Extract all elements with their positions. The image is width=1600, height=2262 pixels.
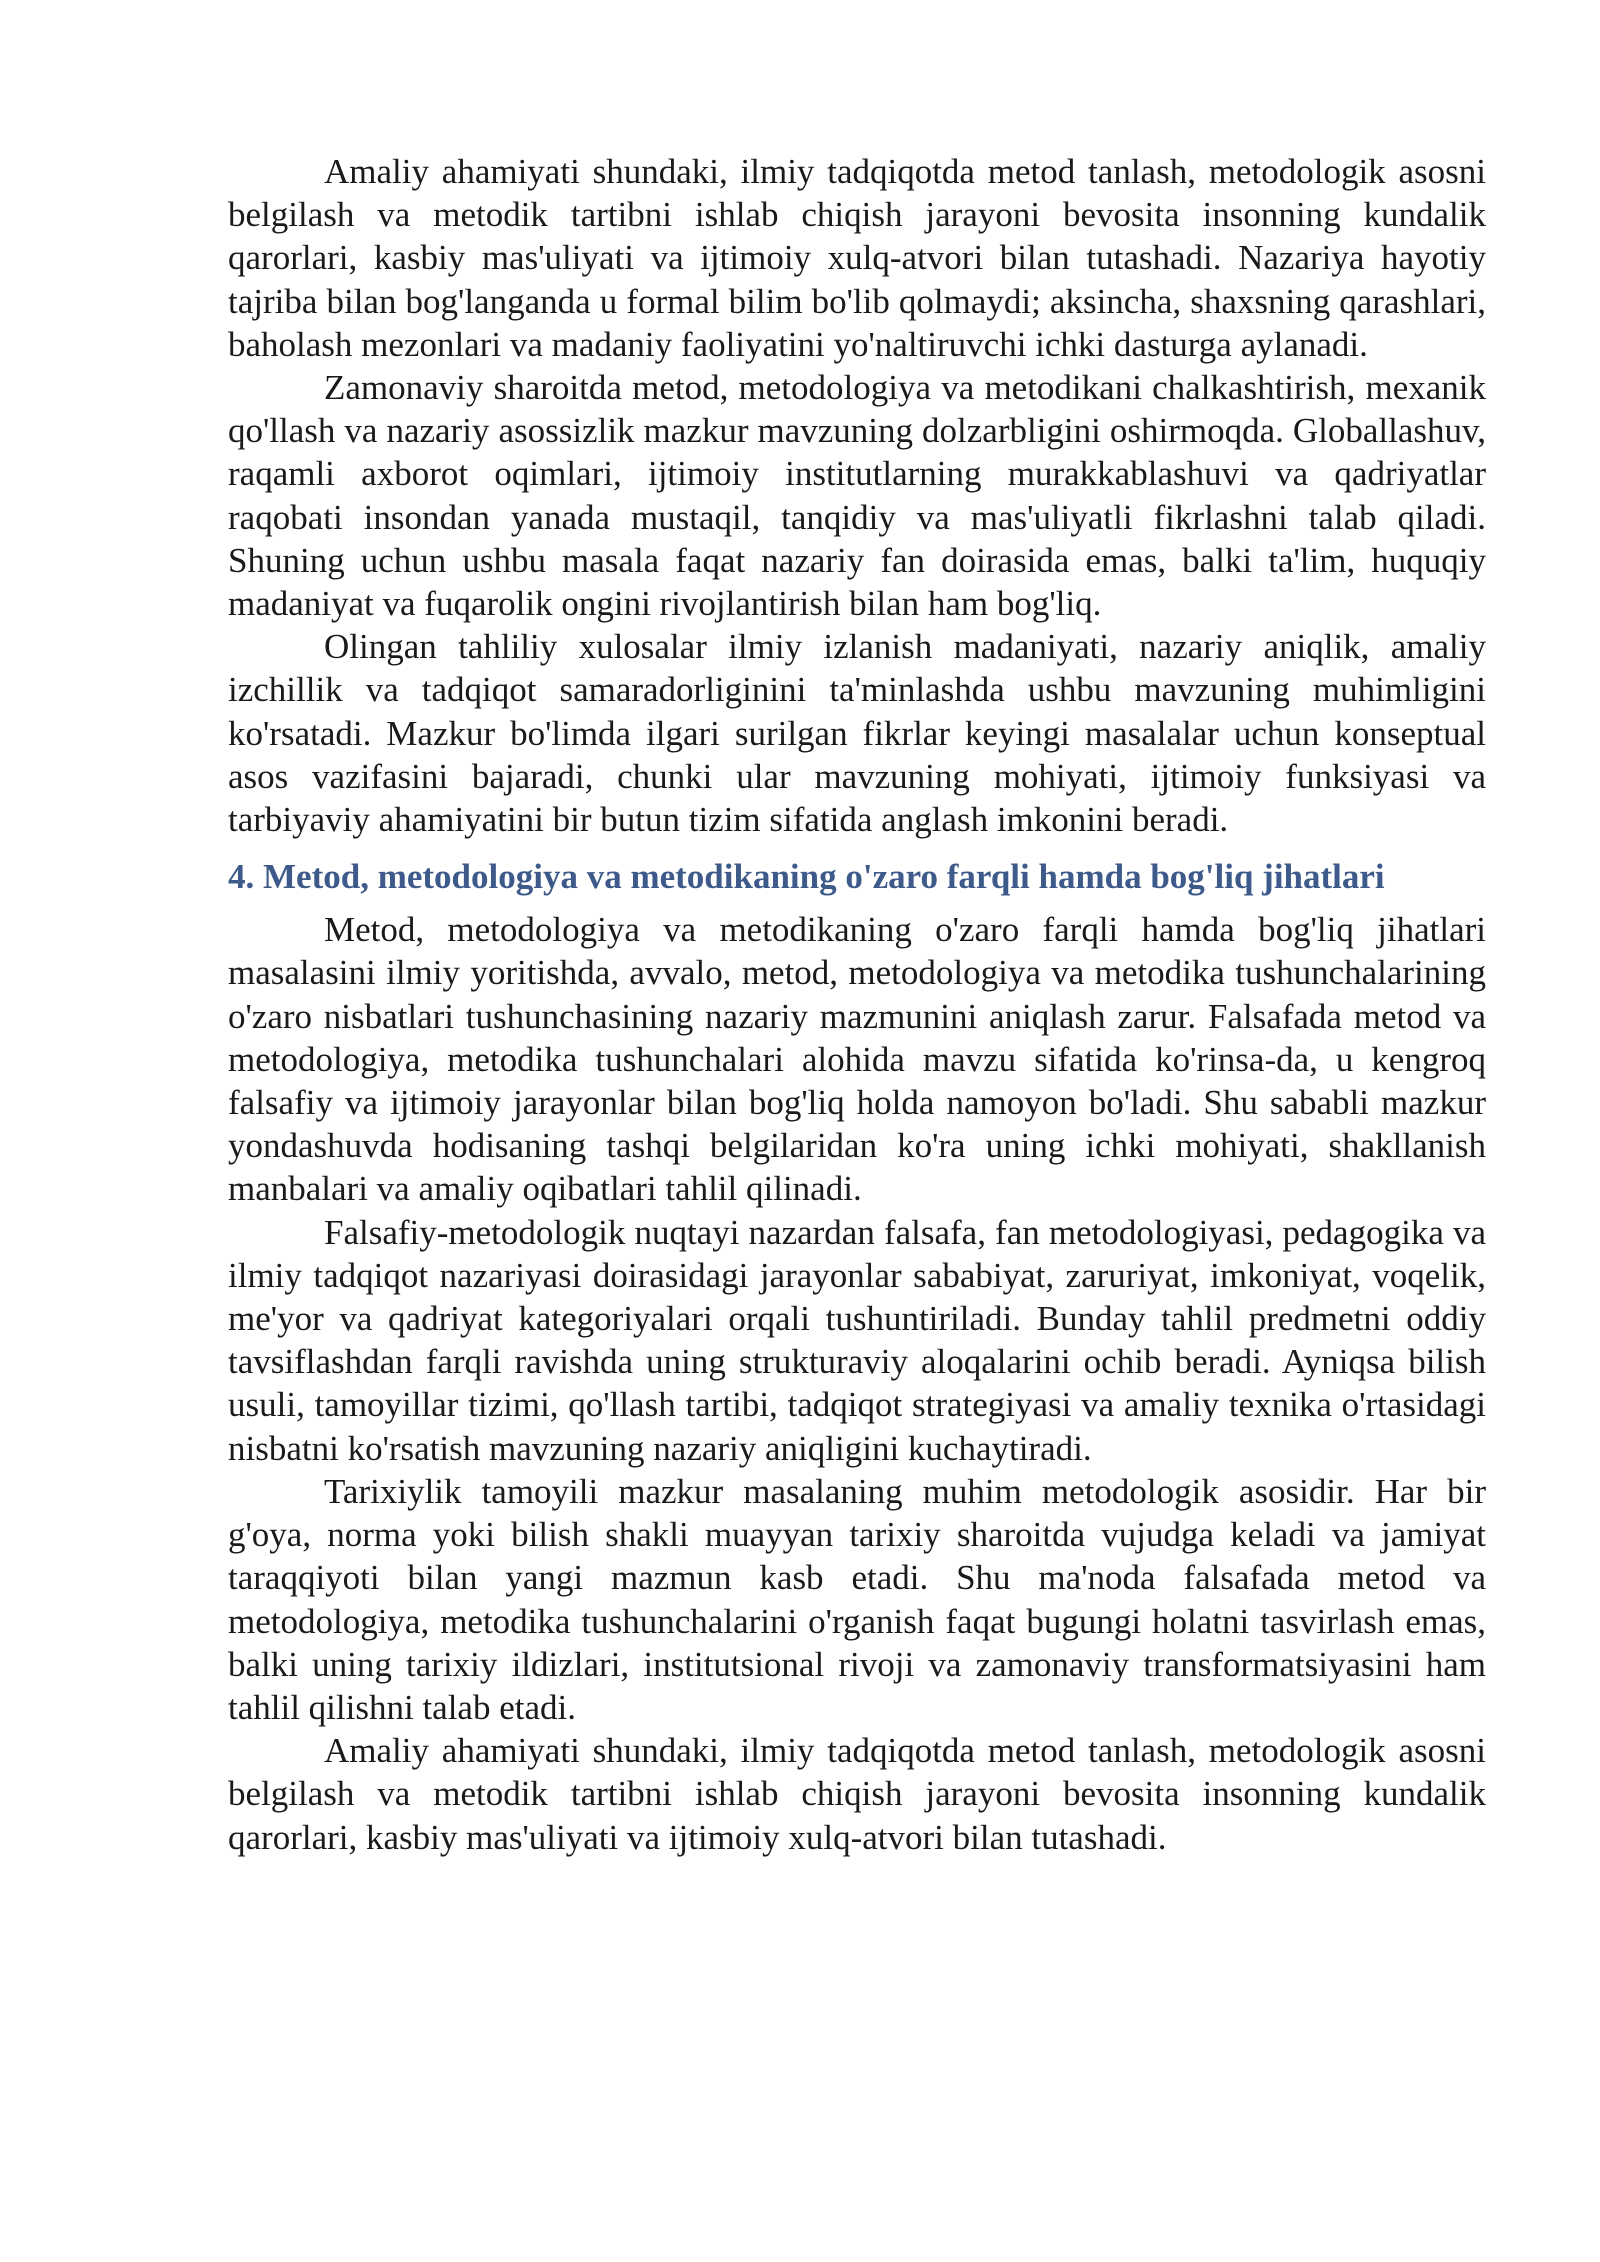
paragraph-modern-conditions: Zamonaviy sharoitda metod, metodologiya va metodikani chalkashtirish, mexanik qo'llash va nazariy asossizlik mazkur mavzuning dolzarbligini oshirmoqda. Globallashuv, raqamli axborot oqimlari, ijtimoiy institutlarning murakkablashuvi va qadriyatlar raqobati insondan yanada mustaqil, tanqidiy va mas'uliyatli fikrlashni talab qiladi. Shuning uchun ushbu masala faqat nazariy fan doirasida emas, balki ta'lim, huquqiy madaniyat va fuqarolik ongini rivojlantirish bilan ham bog'liq. [228,368,1486,624]
paragraph-method-relations: Metod, metodologiya va metodikaning o'zaro farqli hamda bog'liq jihatlari masalasini ilmiy yoritishda, avvalo, metod, metodologiya va metodika tushunchalarining o'zaro nisbatlari tushunchasining nazariy mazmunini aniqlash zarur. Falsafada metod va metodologiya, metodika tushunchalari alohida mavzu sifatida ko'rinsa-da, u kengroq falsafiy va ijtimoiy jarayonlar bilan bog'liq holda namoyon bo'ladi. Shu sababli mazkur yondashuvda hodisaning tashqi belgilaridan ko'ra uning ichki mohiyati, shakllanish manbalari va amaliy oqibatlari tahlil qilinadi. [228,910,1486,1209]
section-heading: 4. Metod, metodologiya va metodikaning o'zaro farqli hamda bog'liq jihatlari [228,857,1385,897]
document-page [228,150,1486,1859]
paragraph-philosophical-methodological: Falsafiy-metodologik nuqtayi nazardan falsafa, fan metodologiyasi, pedagogika va ilmiy tadqiqot nazariyasi doirasidagi jarayonlar sababiyat, zaruriyat, imkoniyat, voqelik, me'yor va qadriyat kategoriyalari orqali tushuntiriladi. Bunday tahlil predmetni oddiy tavsiflashdan farqli ravishda uning strukturaviy aloqalarini ochib beradi. Ayniqsa bilish usuli, tamoyillar tizimi, qo'llash tartibi, tadqiqot strategiyasi va amaliy texnika o'rtasidagi nisbatni ko'rsatish mavzuning nazariy aniqligini kuchaytiradi. [228,1212,1486,1468]
paragraph-practical-significance: Amaliy ahamiyati shundaki, ilmiy tadqiqotda metod tanlash, metodologik asosni belgilash va metodik tartibni ishlab chiqish jarayoni bevosita insonning kundalik qarorlari, kasbiy mas'uliyati va ijtimoiy xulq-atvori bilan tutashadi. Nazariya hayotiy tajriba bilan bog'langanda u formal bilim bo'lib qolmaydi; aksincha, shaxsning qarashlari, baholash mezonlari va madaniy faoliyatini yo'naltiruvchi ichki dasturga aylanadi. [228,152,1486,364]
paragraph-analytical-conclusions: Olingan tahliliy xulosalar ilmiy izlanish madaniyati, nazariy aniqlik, amaliy izchillik va tadqiqot samaradorliginini ta'minlashda ushbu mavzuning muhimligini ko'rsatadi. Mazkur bo'limda ilgari surilgan fikrlar keyingi masalalar uchun konseptual asos vazifasini bajaradi, chunki ular mavzuning mohiyati, ijtimoiy funksiyasi va tarbiyaviy ahamiyatini bir butun tizim sifatida anglash imkonini beradi. [228,627,1486,840]
paragraph-practical-significance-repeat: Amaliy ahamiyati shundaki, ilmiy tadqiqotda metod tanlash, metodologik asosni belgilash va metodik tartibni ishlab chiqish jarayoni bevosita insonning kundalik qarorlari, kasbiy mas'uliyati va ijtimoiy xulq-atvori bilan tutashadi. [228,1731,1486,1857]
paragraph-historicism-principle: Tarixiylik tamoyili mazkur masalaning muhim metodologik asosidir. Har bir g'oya, norma yoki bilish shakli muayyan tarixiy sharoitda vujudga keladi va jamiyat taraqqiyoti bilan yangi mazmun kasb etadi. Shu ma'noda falsafada metod va metodologiya, metodika tushunchalarini o'rganish faqat bugungi holatni tasvirlash emas, balki uning tarixiy ildizlari, institutsional rivoji va zamonaviy transformatsiyasini ham tahlil qilishni talab etadi. [228,1471,1486,1727]
